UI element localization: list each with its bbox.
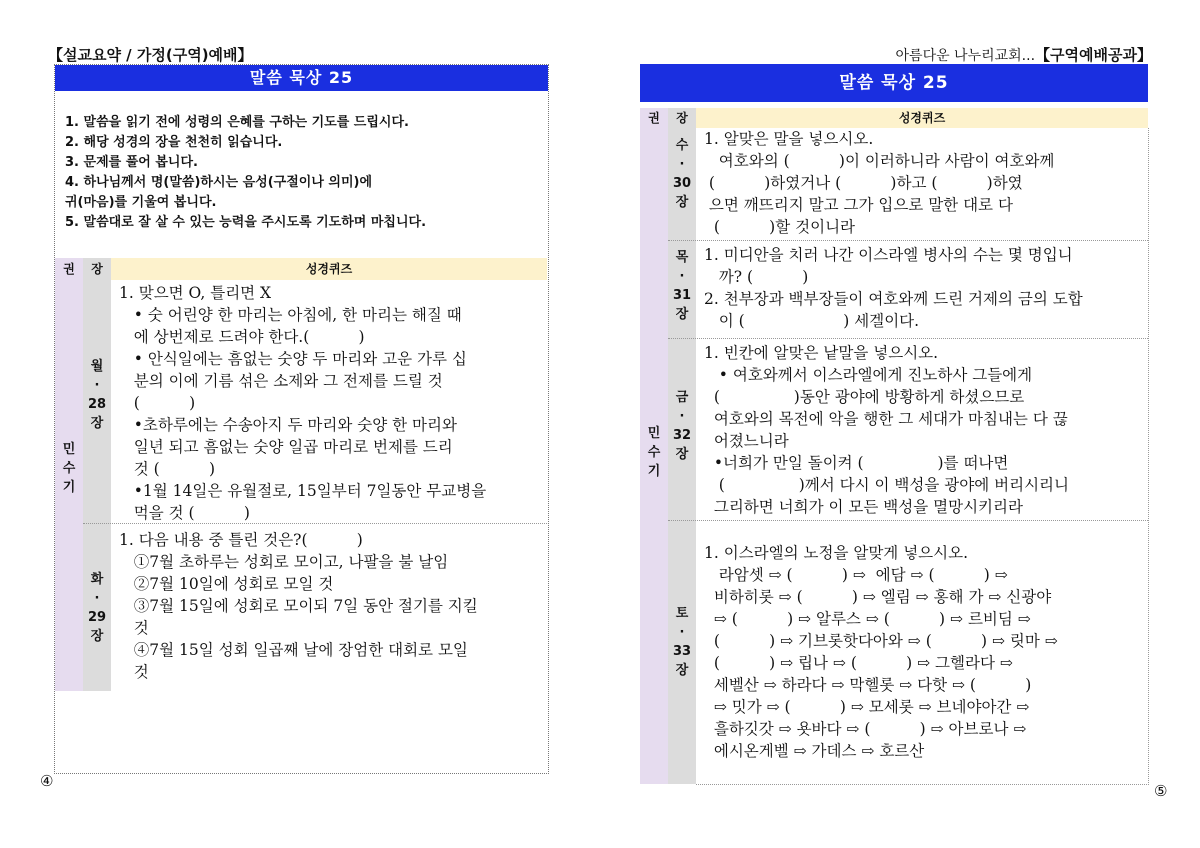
quiz-wednesday: 1. 알맞은 말을 넣으시오. 여호와의 ( )이 이러하니라 사람이 여호와께 ( )하였거나 ( )하고 ( )하였 으면 깨뜨리지 말고 그가 입으로 말한 대로 다 ( )할 것이니라 <box>704 130 1055 236</box>
day-label-mon: 월 · 28 장 <box>87 359 107 431</box>
instruction-item: 1. 말씀을 읽기 전에 성령의 은혜를 구하는 기도를 드립시다. <box>65 115 409 130</box>
book-label: 민 수 기 <box>62 442 76 495</box>
col-header-jang: 장 <box>83 258 111 280</box>
right-page <box>640 64 1148 786</box>
book-label: 민 수 기 <box>647 426 661 479</box>
instruction-item: 2. 해당 성경의 장을 천천히 읽습니다. <box>65 135 283 150</box>
col-header-gwon: 권 <box>55 258 83 280</box>
quiz-tuesday: 1. 다음 내용 중 틀린 것은?( ) ①7월 초하루는 성회로 모이고, 나팔을 불 날임 ②7월 10일에 성회로 모일 것 ③7월 15일에 성회로 모이되 7일 동안 절기를 지킬 것 ④7월 15일 성회 일곱째 날에 장엄한 대회로 모일 것 <box>119 531 478 681</box>
header-left-title: 【설교요약 / 가정(구역)예배】 <box>48 46 253 64</box>
page-number-right: ⑤ <box>1154 782 1168 800</box>
col-header-quiz: 성경퀴즈 <box>696 108 1148 128</box>
day-label-sat: 토 · 33 장 <box>672 606 692 678</box>
row-divider <box>83 523 547 524</box>
instruction-item: 3. 문제를 풀어 봅니다. <box>65 155 198 170</box>
day-label-fri: 금 · 32 장 <box>672 390 692 462</box>
left-banner: 말씀 묵상 25 <box>55 65 548 91</box>
left-page <box>54 64 549 774</box>
quiz-saturday: 1. 이스라엘의 노정을 알맞게 넣으시오. 라암셋 ⇨ ( ) ⇨ 에담 ⇨ ( ) ⇨ 비하히롯 ⇨ ( ) ⇨ 엘림 ⇨ 홍해 가 ⇨ 신광야 ⇨ ( ) ⇨ 알루스 ⇨ ( ) ⇨ 르비딤 ⇨ ( ) ⇨ 기브롯핫다아와 ⇨ ( ) ⇨ 릿마 ⇨ ( ) ⇨ 립나 ⇨ ( ) ⇨ 그헬라다 ⇨ 세벨산 ⇨ 하라다 ⇨ 막헬롯 ⇨ 다핫 ⇨ ( ) ⇨ 밋가 ⇨ ( ) ⇨ 모세롯 ⇨ 브네야아간 ⇨ 흘하깃갓 ⇨ 욧바다 ⇨ ( ) ⇨ 아브로나 ⇨ 에시온게벨 ⇨ 가데스 ⇨ 호르산 <box>704 544 1058 760</box>
day-label-thu: 목 · 31 장 <box>672 250 692 322</box>
row-divider <box>668 338 1148 339</box>
instruction-item: 5. 말씀대로 잘 살 수 있는 능력을 주시도록 기도하며 마칩니다. <box>65 215 427 230</box>
church-name: 아름다운 나누리교회... <box>895 48 1036 64</box>
col-header-quiz: 성경퀴즈 <box>111 258 547 280</box>
col-header-jang: 장 <box>668 108 696 128</box>
page-number-left: ④ <box>40 772 54 790</box>
right-banner: 말씀 묵상 25 <box>640 64 1148 102</box>
quiz-friday: 1. 빈칸에 알맞은 낱말을 넣으시오. • 여호와께서 이스라엘에게 진노하사 그들에게 ( )동안 광야에 방황하게 하셨으므로 여호와의 목전에 악을 행한 그 세대가 마침내는 다 끊 어졌느니라 •너희가 만일 돌이켜 ( )를 떠나면 ( )께서 다시 이 백성을 광야에 버리시리니 그리하면 너희가 이 모든 백성을 멸망시키리라 <box>704 344 1069 516</box>
instruction-item: 4. 하나님께서 명(말씀)하시는 음성(구절이나 의미)에 <box>65 175 373 190</box>
day-label-wed: 수 · 30 장 <box>672 138 692 210</box>
col-header-gwon: 권 <box>640 108 668 128</box>
instruction-item: 귀(마음)를 기울여 봅니다. <box>65 195 217 210</box>
quiz-thursday: 1. 미디안을 치러 나간 이스라엘 병사의 수는 몇 명입니 까? ( ) 2. 천부장과 백부장들이 여호와께 드린 거제의 금의 도합 이 ( ) 세겔이다. <box>704 246 1083 330</box>
instructions <box>65 113 426 233</box>
header-right <box>896 44 1152 65</box>
quiz-monday: 1. 맞으면 O, 틀리면 X • 숫 어린양 한 마리는 아침에, 한 마리는 해질 때 에 상번제로 드려야 한다.( ) • 안식일에는 흠없는 숫양 두 마리와 고운 가루 십 분의 이에 기름 섞은 소제와 그 전제를 드릴 것 ( ) •초하루에는 수송아지 두 마리와 숫양 한 마리와 일년 되고 흠없는 숫양 일곱 마리로 번제를 드리 것 ( ) •1월 14일은 유월절로, 15일부터 7일동안 무교병을 먹을 것 ( ) <box>119 284 487 522</box>
day-label-tue: 화 · 29 장 <box>87 572 107 644</box>
row-divider <box>668 240 1148 241</box>
row-divider <box>668 520 1148 521</box>
header-right-title: 【구역예배공과】 <box>1035 46 1152 64</box>
